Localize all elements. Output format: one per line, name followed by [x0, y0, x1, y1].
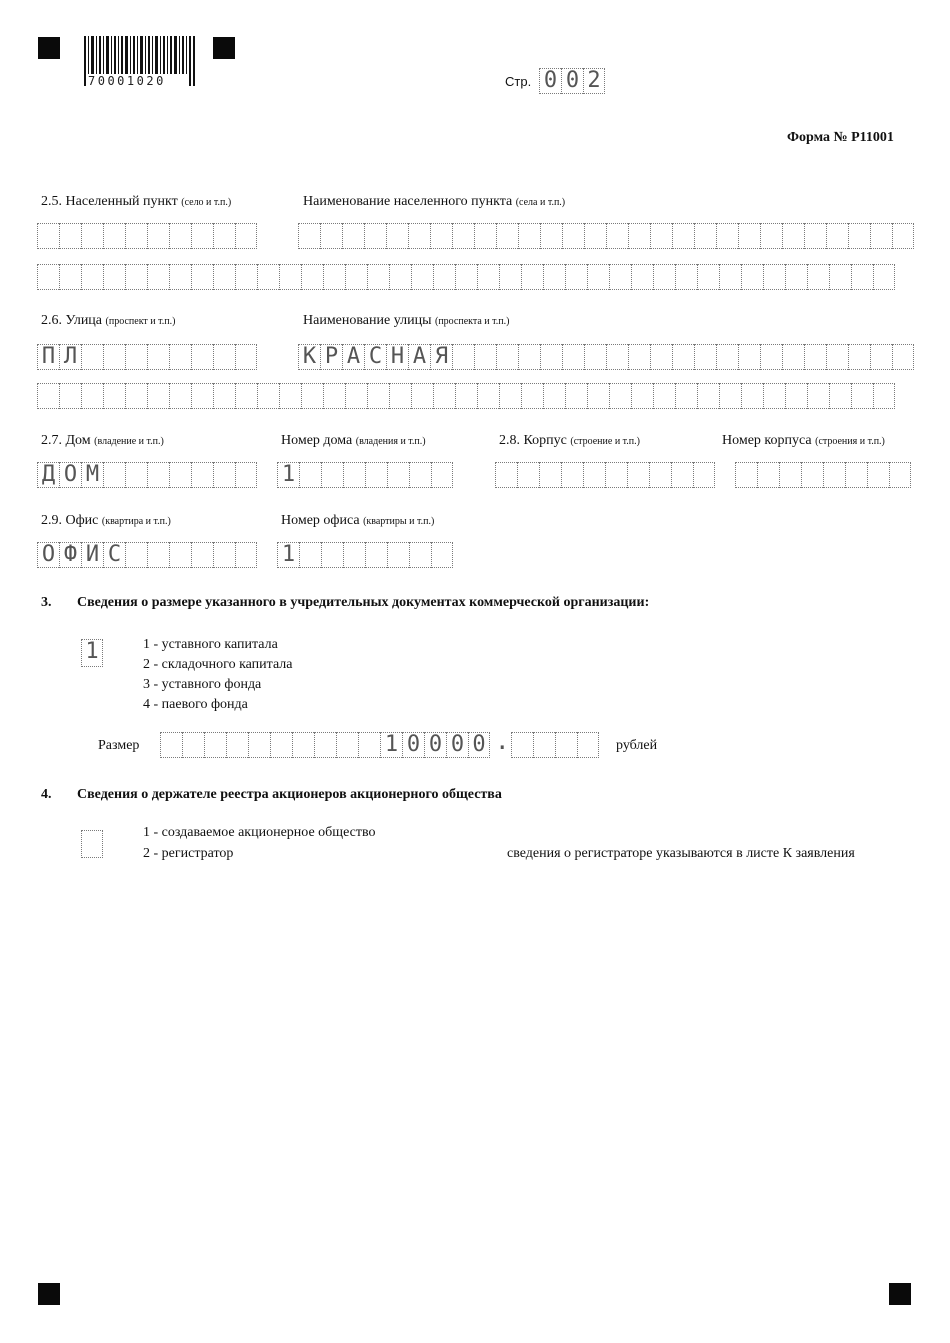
char-cell — [474, 344, 496, 370]
size-label: Размер — [98, 738, 140, 753]
char-cell — [59, 223, 81, 249]
house-number-cells[interactable] — [277, 462, 453, 488]
char-cell — [653, 383, 675, 409]
char-cell — [358, 732, 380, 758]
char-cell — [81, 830, 103, 858]
char-cell — [823, 462, 845, 488]
char-cell — [649, 462, 671, 488]
char-cell — [431, 462, 453, 488]
char-cell — [191, 344, 213, 370]
street-name-cells-row1[interactable] — [298, 344, 914, 370]
char-cell — [147, 383, 169, 409]
char-cell — [675, 383, 697, 409]
char-cell — [782, 223, 804, 249]
char-cell — [408, 223, 430, 249]
char-cell — [299, 462, 321, 488]
char-cell — [694, 223, 716, 249]
char-cell: 1 — [81, 639, 103, 667]
char-cell — [235, 264, 257, 290]
char-cell — [719, 264, 741, 290]
char-cell — [389, 264, 411, 290]
office-number-label: Номер офиса (квартиры и т.п.) — [281, 513, 435, 528]
char-cell — [257, 264, 279, 290]
char-cell — [584, 223, 606, 249]
char-cell — [477, 264, 499, 290]
char-cell — [248, 732, 270, 758]
settlement-name-cells-row1[interactable] — [298, 223, 914, 249]
section-4-number: 4. — [41, 787, 52, 802]
corner-marker-bottom-right — [889, 1283, 911, 1305]
char-cell — [499, 383, 521, 409]
char-cell — [455, 264, 477, 290]
char-cell — [540, 223, 562, 249]
char-cell: К — [298, 344, 320, 370]
char-cell — [365, 542, 387, 568]
char-cell — [59, 383, 81, 409]
registry-option-2: 2 - регистратор — [143, 846, 234, 861]
char-cell — [539, 462, 561, 488]
char-cell — [807, 383, 829, 409]
char-cell — [235, 344, 257, 370]
char-cell — [499, 264, 521, 290]
char-cell — [606, 223, 628, 249]
char-cell — [103, 344, 125, 370]
char-cell — [719, 383, 741, 409]
char-cell: Л — [59, 344, 81, 370]
char-cell — [147, 542, 169, 568]
char-cell — [561, 462, 583, 488]
registrar-note: сведения о регистраторе указываются в листе К заявления — [507, 846, 855, 861]
char-cell — [125, 264, 147, 290]
char-cell — [103, 223, 125, 249]
char-cell — [851, 264, 873, 290]
char-cell — [609, 383, 631, 409]
building-type-cells[interactable] — [495, 462, 715, 488]
char-cell — [870, 344, 892, 370]
char-cell — [81, 383, 103, 409]
char-cell — [147, 223, 169, 249]
form-number: Форма № Р11001 — [787, 130, 894, 145]
char-cell: Д — [37, 462, 59, 488]
char-cell — [628, 223, 650, 249]
char-cell — [741, 264, 763, 290]
street-type-label: 2.6. Улица (проспект и т.п.) — [41, 313, 176, 328]
corner-marker-bottom-left — [38, 1283, 60, 1305]
char-cell — [693, 462, 715, 488]
capital-size-fraction-cells[interactable] — [511, 732, 599, 758]
char-cell — [741, 383, 763, 409]
char-cell — [431, 542, 453, 568]
char-cell — [518, 223, 540, 249]
char-cell — [279, 264, 301, 290]
char-cell: Я — [430, 344, 452, 370]
char-cell — [103, 264, 125, 290]
char-cell — [191, 383, 213, 409]
char-cell — [889, 462, 911, 488]
char-cell — [587, 383, 609, 409]
char-cell — [697, 264, 719, 290]
char-cell — [301, 383, 323, 409]
char-cell — [299, 542, 321, 568]
char-cell — [804, 223, 826, 249]
registry-holder-cell[interactable] — [81, 830, 103, 858]
office-type-cells[interactable] — [37, 542, 257, 568]
char-cell — [804, 344, 826, 370]
char-cell — [342, 223, 364, 249]
char-cell — [367, 264, 389, 290]
char-cell — [628, 344, 650, 370]
char-cell — [583, 462, 605, 488]
char-cell — [605, 462, 627, 488]
char-cell — [125, 344, 147, 370]
char-cell: П — [37, 344, 59, 370]
char-cell — [321, 462, 343, 488]
char-cell: А — [408, 344, 430, 370]
char-cell — [518, 344, 540, 370]
char-cell — [345, 264, 367, 290]
char-cell — [433, 383, 455, 409]
char-cell — [364, 223, 386, 249]
char-cell — [320, 223, 342, 249]
char-cell — [191, 542, 213, 568]
char-cell — [735, 462, 757, 488]
building-type-label: 2.8. Корпус (строение и т.п.) — [499, 433, 640, 448]
capital-option-2: 2 - складочного капитала — [143, 657, 293, 672]
char-cell — [555, 732, 577, 758]
capital-option-1: 1 - уставного капитала — [143, 637, 278, 652]
char-cell — [543, 264, 565, 290]
char-cell — [169, 344, 191, 370]
char-cell — [169, 383, 191, 409]
char-cell — [521, 264, 543, 290]
char-cell: Ф — [59, 542, 81, 568]
char-cell: 1 — [277, 542, 299, 568]
char-cell: И — [81, 542, 103, 568]
char-cell: О — [37, 542, 59, 568]
capital-size-integer-cells[interactable] — [160, 732, 490, 758]
char-cell — [235, 462, 257, 488]
char-cell — [321, 542, 343, 568]
char-cell — [495, 462, 517, 488]
char-cell — [851, 383, 873, 409]
char-cell: 0 — [402, 732, 424, 758]
char-cell: 0 — [539, 68, 561, 94]
char-cell — [565, 383, 587, 409]
building-number-label: Номер корпуса (строения и т.п.) — [722, 433, 885, 448]
char-cell — [160, 732, 182, 758]
char-cell — [848, 223, 870, 249]
char-cell — [694, 344, 716, 370]
char-cell — [867, 462, 889, 488]
capital-option-3: 3 - уставного фонда — [143, 677, 262, 692]
char-cell — [697, 383, 719, 409]
char-cell — [386, 223, 408, 249]
char-cell — [826, 344, 848, 370]
char-cell — [716, 223, 738, 249]
char-cell — [801, 462, 823, 488]
char-cell — [169, 264, 191, 290]
section-3-number: 3. — [41, 595, 52, 610]
corner-marker-top-right — [213, 37, 235, 59]
char-cell — [873, 383, 895, 409]
char-cell — [409, 542, 431, 568]
char-cell — [147, 264, 169, 290]
char-cell — [147, 462, 169, 488]
char-cell — [672, 344, 694, 370]
char-cell — [103, 383, 125, 409]
char-cell — [389, 383, 411, 409]
char-cell — [37, 383, 59, 409]
char-cell — [650, 223, 672, 249]
char-cell — [782, 344, 804, 370]
char-cell — [562, 344, 584, 370]
capital-type-cell[interactable] — [81, 639, 103, 667]
char-cell — [452, 344, 474, 370]
char-cell — [323, 264, 345, 290]
char-cell — [587, 264, 609, 290]
char-cell — [191, 223, 213, 249]
char-cell — [845, 462, 867, 488]
char-cell: 1 — [380, 732, 402, 758]
char-cell — [763, 264, 785, 290]
char-cell — [892, 344, 914, 370]
settlement-type-cells[interactable] — [37, 223, 257, 249]
char-cell: А — [342, 344, 364, 370]
char-cell — [807, 264, 829, 290]
registry-option-1: 1 - создаваемое акционерное общество — [143, 825, 376, 840]
char-cell — [411, 264, 433, 290]
char-cell — [365, 462, 387, 488]
char-cell — [763, 383, 785, 409]
char-cell — [738, 344, 760, 370]
char-cell — [631, 383, 653, 409]
char-cell — [292, 732, 314, 758]
char-cell — [125, 462, 147, 488]
char-cell — [213, 383, 235, 409]
char-cell — [671, 462, 693, 488]
char-cell — [738, 223, 760, 249]
char-cell — [627, 462, 649, 488]
char-cell: Н — [386, 344, 408, 370]
char-cell: О — [59, 462, 81, 488]
char-cell — [169, 223, 191, 249]
char-cell — [873, 264, 895, 290]
char-cell — [672, 223, 694, 249]
settlement-name-label: Наименование населенного пункта (села и т.п.) — [303, 194, 566, 209]
capital-size-decimal-point: . — [495, 727, 510, 755]
char-cell — [455, 383, 477, 409]
char-cell: С — [103, 542, 125, 568]
char-cell — [343, 462, 365, 488]
char-cell — [81, 264, 103, 290]
char-cell — [565, 264, 587, 290]
char-cell — [779, 462, 801, 488]
barcode-number: 70001020 — [88, 74, 166, 88]
char-cell — [609, 264, 631, 290]
char-cell — [757, 462, 779, 488]
char-cell — [496, 223, 518, 249]
char-cell — [103, 462, 125, 488]
char-cell — [301, 264, 323, 290]
char-cell — [540, 344, 562, 370]
settlement-name-cells-row2[interactable] — [37, 264, 895, 290]
house-type-label: 2.7. Дом (владение и т.п.) — [41, 433, 164, 448]
corner-marker-top-left — [38, 37, 60, 59]
char-cell — [829, 264, 851, 290]
char-cell — [521, 383, 543, 409]
char-cell — [235, 383, 257, 409]
char-cell — [147, 344, 169, 370]
char-cell — [257, 383, 279, 409]
char-cell — [37, 264, 59, 290]
char-cell — [760, 223, 782, 249]
char-cell — [433, 264, 455, 290]
char-cell — [323, 383, 345, 409]
char-cell: 0 — [468, 732, 490, 758]
char-cell — [477, 383, 499, 409]
char-cell — [785, 383, 807, 409]
char-cell — [169, 542, 191, 568]
char-cell — [892, 223, 914, 249]
char-cell — [37, 223, 59, 249]
char-cell: М — [81, 462, 103, 488]
char-cell — [270, 732, 292, 758]
char-cell: 0 — [561, 68, 583, 94]
office-type-label: 2.9. Офис (квартира и т.п.) — [41, 513, 171, 528]
char-cell — [716, 344, 738, 370]
char-cell — [829, 383, 851, 409]
char-cell — [562, 223, 584, 249]
building-number-cells[interactable] — [735, 462, 911, 488]
char-cell — [279, 383, 301, 409]
char-cell — [182, 732, 204, 758]
settlement-type-label: 2.5. Населенный пункт (село и т.п.) — [41, 194, 232, 209]
char-cell — [367, 383, 389, 409]
char-cell — [675, 264, 697, 290]
char-cell — [653, 264, 675, 290]
char-cell — [345, 383, 367, 409]
char-cell — [409, 462, 431, 488]
char-cell — [314, 732, 336, 758]
char-cell — [631, 264, 653, 290]
house-number-label: Номер дома (владения и т.п.) — [281, 433, 426, 448]
char-cell: 2 — [583, 68, 605, 94]
page-label: Стр. — [505, 74, 532, 89]
capital-option-4: 4 - паевого фонда — [143, 697, 248, 712]
char-cell — [785, 264, 807, 290]
char-cell — [452, 223, 474, 249]
char-cell: С — [364, 344, 386, 370]
char-cell — [204, 732, 226, 758]
char-cell: Р — [320, 344, 342, 370]
char-cell — [760, 344, 782, 370]
char-cell — [59, 264, 81, 290]
char-cell — [848, 344, 870, 370]
char-cell — [213, 462, 235, 488]
char-cell — [169, 462, 191, 488]
char-cell — [235, 223, 257, 249]
char-cell — [650, 344, 672, 370]
char-cell — [235, 542, 257, 568]
section-4-title: Сведения о держателе реестра акционеров акционерного общества — [77, 787, 502, 802]
char-cell — [387, 462, 409, 488]
char-cell — [213, 264, 235, 290]
house-type-cells[interactable] — [37, 462, 257, 488]
char-cell — [213, 344, 235, 370]
char-cell: 0 — [446, 732, 468, 758]
char-cell — [517, 462, 539, 488]
char-cell — [125, 542, 147, 568]
char-cell — [533, 732, 555, 758]
char-cell — [81, 344, 103, 370]
char-cell — [870, 223, 892, 249]
char-cell — [584, 344, 606, 370]
char-cell — [606, 344, 628, 370]
char-cell — [191, 462, 213, 488]
char-cell — [336, 732, 358, 758]
char-cell: 0 — [424, 732, 446, 758]
char-cell — [411, 383, 433, 409]
street-type-cells[interactable] — [37, 344, 257, 370]
char-cell — [125, 383, 147, 409]
char-cell — [474, 223, 496, 249]
char-cell — [577, 732, 599, 758]
char-cell — [343, 542, 365, 568]
char-cell — [213, 542, 235, 568]
char-cell — [826, 223, 848, 249]
char-cell — [125, 223, 147, 249]
page-number-cells — [539, 68, 605, 94]
char-cell — [543, 383, 565, 409]
char-cell — [226, 732, 248, 758]
char-cell — [430, 223, 452, 249]
char-cell — [496, 344, 518, 370]
char-cell — [511, 732, 533, 758]
char-cell — [213, 223, 235, 249]
char-cell — [387, 542, 409, 568]
street-name-cells-row2[interactable] — [37, 383, 895, 409]
char-cell — [81, 223, 103, 249]
office-number-cells[interactable] — [277, 542, 453, 568]
currency-label: рублей — [616, 738, 658, 753]
street-name-label: Наименование улицы (проспекта и т.п.) — [303, 313, 510, 328]
char-cell — [298, 223, 320, 249]
char-cell: 1 — [277, 462, 299, 488]
section-3-title: Сведения о размере указанного в учредительных документах коммерческой организации: — [77, 595, 650, 610]
char-cell — [191, 264, 213, 290]
